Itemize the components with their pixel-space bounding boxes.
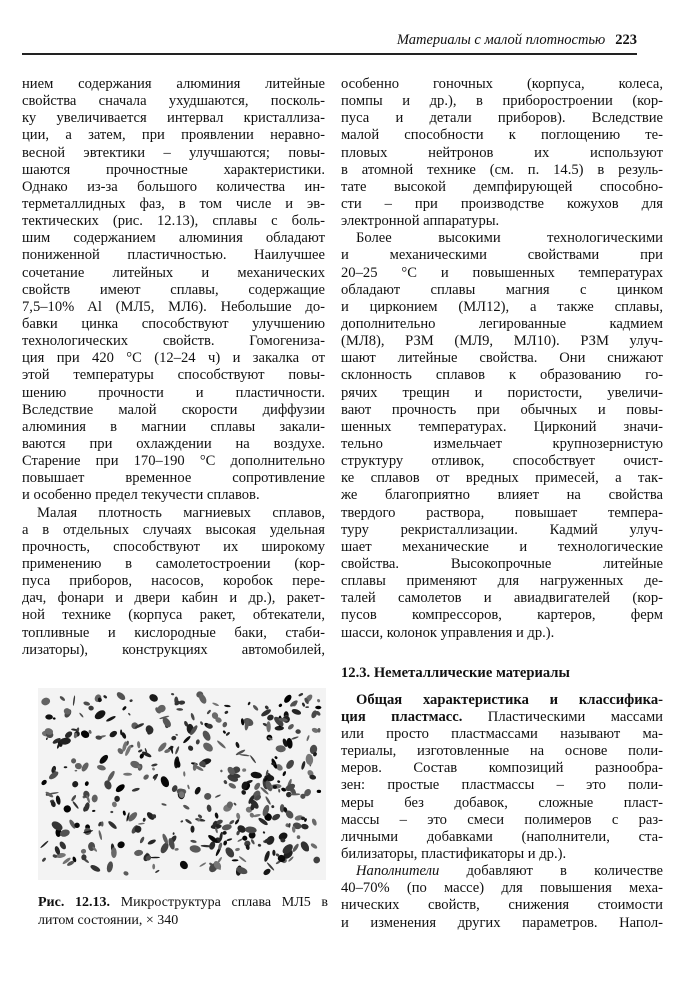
- grain-mark: [195, 739, 200, 745]
- grain-mark: [176, 708, 183, 711]
- text-line: этой температуры способствуют повы-: [22, 367, 325, 384]
- text-line: нием содержания алюминия литейные: [22, 76, 325, 92]
- text-line: дач, фонари и двери кабин и др.), ракет-: [22, 590, 325, 607]
- grain-mark: [214, 812, 219, 819]
- grain-mark: [71, 758, 77, 764]
- text-line: топливные и кислородные баки, стаби-: [22, 624, 325, 641]
- grain-mark: [110, 811, 113, 814]
- grain-mark: [70, 794, 76, 802]
- grain-mark: [277, 780, 281, 784]
- grain-mark: [239, 754, 250, 757]
- text-line: [341, 863, 663, 880]
- grain-mark: [236, 812, 241, 819]
- grain-mark: [129, 699, 133, 703]
- grain-mark: [212, 702, 219, 707]
- grain-mark: [301, 702, 305, 707]
- grain-mark: [182, 804, 190, 810]
- grain-mark: [98, 830, 103, 840]
- grain-mark: [283, 693, 293, 704]
- grain-mark: [306, 735, 310, 742]
- grain-mark: [58, 840, 67, 850]
- text-line: рячих трещин и пористости, увеличи-: [341, 384, 663, 401]
- figure-caption: [38, 894, 328, 930]
- grain-mark: [123, 773, 132, 776]
- caption-line: литом состоянии, × 340: [38, 913, 179, 928]
- grain-mark: [107, 820, 118, 830]
- text-line: в атомной технике (см. п. 14.5) в резуль-: [341, 161, 663, 178]
- grain-mark: [271, 805, 274, 808]
- grain-mark: [262, 867, 272, 876]
- grain-mark: [88, 705, 94, 711]
- caption-text: Микроструктура сплава МЛ5 в: [110, 895, 328, 910]
- text-line: применению в самолетостроении (кор-: [22, 555, 325, 572]
- grain-mark: [223, 779, 228, 784]
- grain-mark: [63, 805, 71, 813]
- grain-mark: [175, 734, 178, 736]
- grain-mark: [53, 717, 56, 720]
- grain-mark: [215, 794, 222, 798]
- grain-mark: [234, 818, 240, 825]
- grain-mark: [174, 746, 180, 755]
- grain-mark: [282, 771, 287, 777]
- grain-mark: [245, 826, 257, 834]
- grain-mark: [235, 847, 240, 851]
- grain-mark: [172, 832, 175, 835]
- text-line: и механическими свойствами при: [341, 247, 663, 264]
- grain-mark: [123, 870, 129, 876]
- grain-mark: [299, 840, 311, 853]
- grain-mark: [225, 731, 230, 736]
- text-line: нических свойств, снижения стоимости: [341, 897, 663, 914]
- grain-mark: [89, 864, 101, 873]
- grain-mark: [278, 789, 280, 793]
- text-run: Наполнители: [356, 863, 440, 880]
- grain-mark: [105, 715, 116, 722]
- grain-mark: [232, 859, 239, 861]
- grain-mark: [257, 843, 261, 847]
- grain-mark: [315, 706, 321, 710]
- text-line: сти – при производстве кожухов для: [341, 195, 663, 212]
- text-line: териалы, изготовленные на основе поли-: [341, 743, 663, 760]
- grain-mark: [94, 693, 103, 703]
- grain-mark: [74, 770, 77, 772]
- grain-mark: [106, 861, 114, 873]
- text-line: талей самолетов и авиадвигателей (кор-: [341, 590, 663, 607]
- grain-mark: [206, 804, 212, 812]
- text-line: малой способности к поглощению те-: [341, 127, 663, 144]
- text-line: бавки цинка способствуют улучшению: [22, 315, 325, 332]
- grain-mark: [147, 838, 157, 845]
- grain-mark: [178, 859, 189, 871]
- text-line: а в отдельных случаях высокая удельная: [22, 521, 325, 538]
- grain-mark: [191, 826, 195, 833]
- grain-mark: [295, 729, 301, 734]
- grain-mark: [250, 771, 262, 779]
- grain-mark: [101, 821, 104, 826]
- grain-mark: [266, 714, 275, 722]
- grain-mark: [287, 723, 295, 731]
- text-line: пониженной пластичностью. Наилучшее: [22, 247, 325, 264]
- text-run: Пластическими массами: [462, 708, 663, 725]
- grain-mark: [116, 840, 125, 849]
- grain-mark: [122, 706, 127, 712]
- text-line: меров. Состав композиций разнообра-: [341, 760, 663, 777]
- grain-mark: [152, 864, 155, 870]
- grain-mark: [161, 803, 167, 807]
- text-line: пуса приборов, насосов, коробок пере-: [22, 573, 325, 590]
- grain-mark: [263, 850, 271, 862]
- text-line: (МЛ8), РЗМ (МЛ9, МЛ10). РЗМ улуч-: [341, 333, 663, 350]
- grain-mark: [55, 795, 61, 805]
- grain-mark: [220, 769, 224, 773]
- grain-mark: [111, 847, 117, 858]
- grain-mark: [224, 846, 236, 859]
- grain-mark: [200, 721, 204, 726]
- grain-mark: [252, 704, 259, 711]
- text-line: склонность сплавов к образованию го-: [341, 367, 663, 384]
- grain-mark: [222, 730, 226, 734]
- text-line: и изменения других параметров. Напол-: [341, 914, 663, 931]
- text-line: лизаторы), конструкциях автомобилей,: [22, 641, 325, 658]
- text-line: билизаторы, пластификаторы и др.).: [341, 846, 567, 863]
- grain-mark: [40, 696, 51, 706]
- text-line: вают прочность при обычных и повы-: [341, 401, 663, 418]
- text-line: Вследствие малой скорости диффузии: [22, 401, 325, 418]
- grain-mark: [235, 741, 240, 748]
- grain-mark: [297, 835, 301, 839]
- text-line: свойства. Высокопрочные литейные: [341, 555, 663, 572]
- text-line: весной эвтектики – улучшаются; повы-: [22, 144, 325, 161]
- grain-mark: [312, 855, 321, 864]
- grain-mark: [180, 820, 183, 823]
- grain-mark: [64, 766, 68, 768]
- text-line: свойства сначала ухудшаются, посколь-: [22, 93, 325, 110]
- grain-mark: [92, 810, 96, 813]
- grain-mark: [190, 839, 197, 843]
- grain-mark: [187, 745, 194, 752]
- grain-mark: [228, 782, 237, 790]
- grain-mark: [311, 818, 318, 826]
- grain-mark: [201, 729, 212, 742]
- grain-mark: [221, 823, 232, 831]
- text-run: ция пластмасс.: [341, 708, 463, 725]
- section-heading: 12.3. Неметаллические материалы: [341, 664, 570, 681]
- text-line: тельно измельчает крупнозернистую: [341, 435, 663, 452]
- grain-mark: [271, 813, 281, 822]
- text-line: зен: простые пластмассы – это поли-: [341, 777, 663, 794]
- text-line: ной технике (корпуса ракет, обтекатели,: [22, 607, 325, 624]
- text-line: шает механические и технологические: [341, 538, 663, 555]
- grain-mark: [171, 735, 177, 740]
- running-title: Материалы с малой плотностью: [396, 32, 606, 48]
- grain-mark: [103, 695, 108, 699]
- grain-mark: [242, 768, 246, 772]
- caption-label: Рис. 12.13.: [38, 895, 111, 910]
- grain-mark: [40, 840, 49, 848]
- grain-mark: [222, 721, 228, 728]
- grain-mark: [249, 755, 256, 764]
- grain-mark: [131, 787, 140, 792]
- text-line: [341, 709, 663, 726]
- grain-mark: [79, 712, 84, 718]
- text-line: Старение при 170–190 °С дополнительно: [22, 453, 325, 470]
- grain-mark: [150, 857, 160, 859]
- grain-mark: [290, 793, 300, 795]
- text-line: личными добавками (наполнители, ста-: [341, 828, 663, 845]
- grain-mark: [187, 784, 190, 789]
- grain-mark: [305, 753, 314, 765]
- grain-mark: [74, 762, 83, 770]
- grain-mark: [142, 818, 146, 823]
- grain-mark: [128, 713, 131, 716]
- grain-mark: [134, 849, 144, 856]
- text-line: ции, а затем, при проявлении неравно-: [22, 127, 325, 144]
- grain-mark: [148, 693, 159, 704]
- text-line: и цирконием (МЛ12), а также сплавы,: [341, 298, 663, 315]
- grain-mark: [291, 736, 299, 740]
- grain-mark: [182, 735, 191, 744]
- grain-mark: [272, 850, 275, 856]
- grain-mark: [206, 709, 211, 715]
- grain-mark: [247, 701, 251, 705]
- text-run: Общая характеристика и классифика-: [356, 691, 663, 708]
- grain-mark: [203, 792, 212, 801]
- grain-mark: [197, 814, 202, 819]
- text-line: меры без добавок, сложные пласт-: [341, 794, 663, 811]
- grain-mark: [194, 786, 202, 796]
- grain-mark: [226, 838, 232, 842]
- grain-mark: [224, 704, 231, 707]
- grain-mark: [159, 775, 171, 789]
- grain-mark: [111, 801, 117, 808]
- grain-mark: [185, 818, 193, 825]
- grain-mark: [84, 781, 89, 787]
- grain-mark: [142, 773, 150, 780]
- grain-mark: [122, 810, 126, 816]
- grain-mark: [310, 842, 318, 849]
- grain-mark: [98, 753, 110, 765]
- grain-mark: [72, 695, 75, 706]
- grain-mark: [115, 691, 126, 702]
- text-line: ция при 420 °С (12–24 ч) и закалка от: [22, 350, 325, 367]
- text-line: свойств имеют сплавы, содержащие: [22, 281, 325, 298]
- text-line: пловых нейтронов их используют: [341, 144, 663, 161]
- grain-mark: [305, 706, 309, 708]
- text-line: 40–70% (по массе) для повышения меха-: [341, 880, 663, 897]
- grain-mark: [137, 741, 141, 748]
- grain-mark: [155, 869, 160, 873]
- header-rule: [22, 53, 637, 55]
- text-line: пусов компрессоров, картеров, ферм: [341, 607, 663, 624]
- page-number: 223: [615, 32, 637, 48]
- grain-mark: [250, 839, 255, 845]
- grain-mark: [174, 848, 179, 851]
- grain-mark: [159, 841, 170, 854]
- text-line: дополнительно легированные кадмием: [341, 315, 663, 332]
- text-line: и особенно предел текучести сплавов.: [22, 487, 260, 504]
- grain-mark: [45, 714, 53, 719]
- grain-mark: [80, 848, 86, 854]
- text-line: алюминия в магнии сплавы закали-: [22, 418, 325, 435]
- text-line: повышает временное сопротивление: [22, 470, 325, 487]
- grain-mark: [278, 703, 283, 708]
- grain-mark: [265, 796, 272, 806]
- text-line: шают литейные свойства. Они снижают: [341, 350, 663, 367]
- grain-mark: [224, 710, 229, 714]
- right-column: [341, 76, 663, 932]
- text-line: шению прочности и пластичности.: [22, 384, 325, 401]
- text-line: технологических свойств. Гомогениза-: [22, 333, 325, 350]
- grain-mark: [222, 831, 227, 836]
- grain-mark: [275, 745, 286, 753]
- grain-mark: [317, 790, 321, 793]
- text-line: Однако из-за большого количества ин-: [22, 178, 325, 195]
- grain-mark: [144, 724, 154, 735]
- grain-mark: [138, 822, 145, 824]
- text-line: тате высокой демпфирующей способно-: [341, 178, 663, 195]
- grain-mark: [72, 801, 80, 810]
- text-line: ваются при охлаждении на воздухе.: [22, 435, 325, 452]
- grain-mark: [266, 721, 271, 732]
- grain-mark: [229, 819, 235, 825]
- text-line: помпы и др.), в приборостроении (кор-: [341, 93, 663, 110]
- grain-mark: [83, 701, 91, 707]
- grain-mark: [139, 836, 145, 844]
- grain-mark: [96, 764, 106, 771]
- running-header: [330, 32, 637, 49]
- text-line: Малая плотность магниевых сплавов,: [37, 504, 325, 521]
- grain-mark: [190, 713, 195, 721]
- grain-mark: [253, 782, 261, 791]
- grain-mark: [216, 740, 226, 750]
- grain-mark: [291, 708, 302, 716]
- micrograph-figure: [38, 688, 326, 880]
- grain-mark: [40, 779, 47, 786]
- text-line: электронной аппаратуры.: [341, 213, 500, 230]
- grain-mark: [298, 692, 304, 696]
- text-line: прочность, способствуют их широкому: [22, 538, 325, 555]
- grain-mark: [317, 699, 321, 703]
- grain-mark: [152, 767, 156, 771]
- grain-mark: [114, 796, 120, 802]
- grain-mark: [71, 780, 79, 788]
- text-line: или просто пластмассами называют ма-: [341, 726, 663, 743]
- text-line: тектических (рис. 12.13), сплавы с боль-: [22, 213, 325, 230]
- grain-mark: [238, 856, 246, 863]
- text-line: ку увеличивается интервал кристаллиза-: [22, 110, 325, 127]
- text-line: твердого раствора, повышает темпера-: [341, 504, 663, 521]
- grain-mark: [41, 857, 46, 862]
- text-line: шим содержанием алюминия обладают: [22, 230, 325, 247]
- left-column: [22, 76, 325, 659]
- grain-mark: [46, 737, 48, 740]
- text-line: терметаллидных фаз, в том числе и эв-: [22, 195, 325, 212]
- text-line: ке сплавов от вредных примесей, а так-: [341, 470, 663, 487]
- grain-mark: [285, 758, 296, 770]
- grain-mark: [103, 779, 113, 790]
- grain-mark: [274, 756, 278, 760]
- grain-mark: [292, 843, 300, 853]
- text-line: особенно гоночных (корпуса, колеса,: [341, 76, 663, 92]
- grain-mark: [63, 707, 72, 716]
- text-run: добавляют в количестве: [439, 863, 663, 880]
- text-line: пуса и детали приборов). Вследствие: [341, 110, 663, 127]
- grain-mark: [189, 844, 201, 853]
- grain-mark: [201, 741, 214, 754]
- text-line: сочетание литейных и механических: [22, 264, 325, 281]
- grain-mark: [171, 693, 175, 696]
- grain-mark: [108, 730, 118, 739]
- grain-mark: [199, 862, 207, 868]
- grain-mark: [114, 783, 126, 794]
- text-line: [341, 692, 663, 709]
- text-line: Более высокими технологическими: [356, 230, 663, 247]
- text-line: шасси, колонок управления и др.).: [341, 624, 555, 641]
- grain-mark: [301, 761, 307, 771]
- text-line: массы – это смеси полимеров с раз-: [341, 811, 663, 828]
- microstructure-image: [38, 688, 326, 880]
- grain-mark: [289, 699, 299, 708]
- grain-mark: [249, 812, 255, 818]
- text-line: шаются прочностные характеристики.: [22, 161, 325, 178]
- text-line: туру рекристаллизации. Кадмий улуч-: [341, 521, 663, 538]
- text-line: 7,5–10% Al (МЛ5, МЛ6). Небольшие до-: [22, 298, 325, 315]
- text-line: структуру отливок, способствует очист-: [341, 453, 663, 470]
- grain-mark: [151, 763, 158, 767]
- grain-mark: [183, 771, 186, 777]
- grain-mark: [59, 695, 66, 701]
- grain-mark: [233, 802, 237, 806]
- text-line: 20–25 °С и повышенных температурах: [341, 264, 663, 281]
- grain-mark: [91, 794, 98, 803]
- text-line: же благоприятно влияет на свойства: [341, 487, 663, 504]
- text-line: обладают сплавы магния с цинком: [341, 281, 663, 298]
- grain-mark: [93, 708, 107, 721]
- grain-mark: [301, 823, 310, 830]
- text-line: сплавы применяют для нагруженных де-: [341, 573, 663, 590]
- grain-mark: [262, 831, 265, 834]
- text-line: шенных температурах. Цирконий значи-: [341, 418, 663, 435]
